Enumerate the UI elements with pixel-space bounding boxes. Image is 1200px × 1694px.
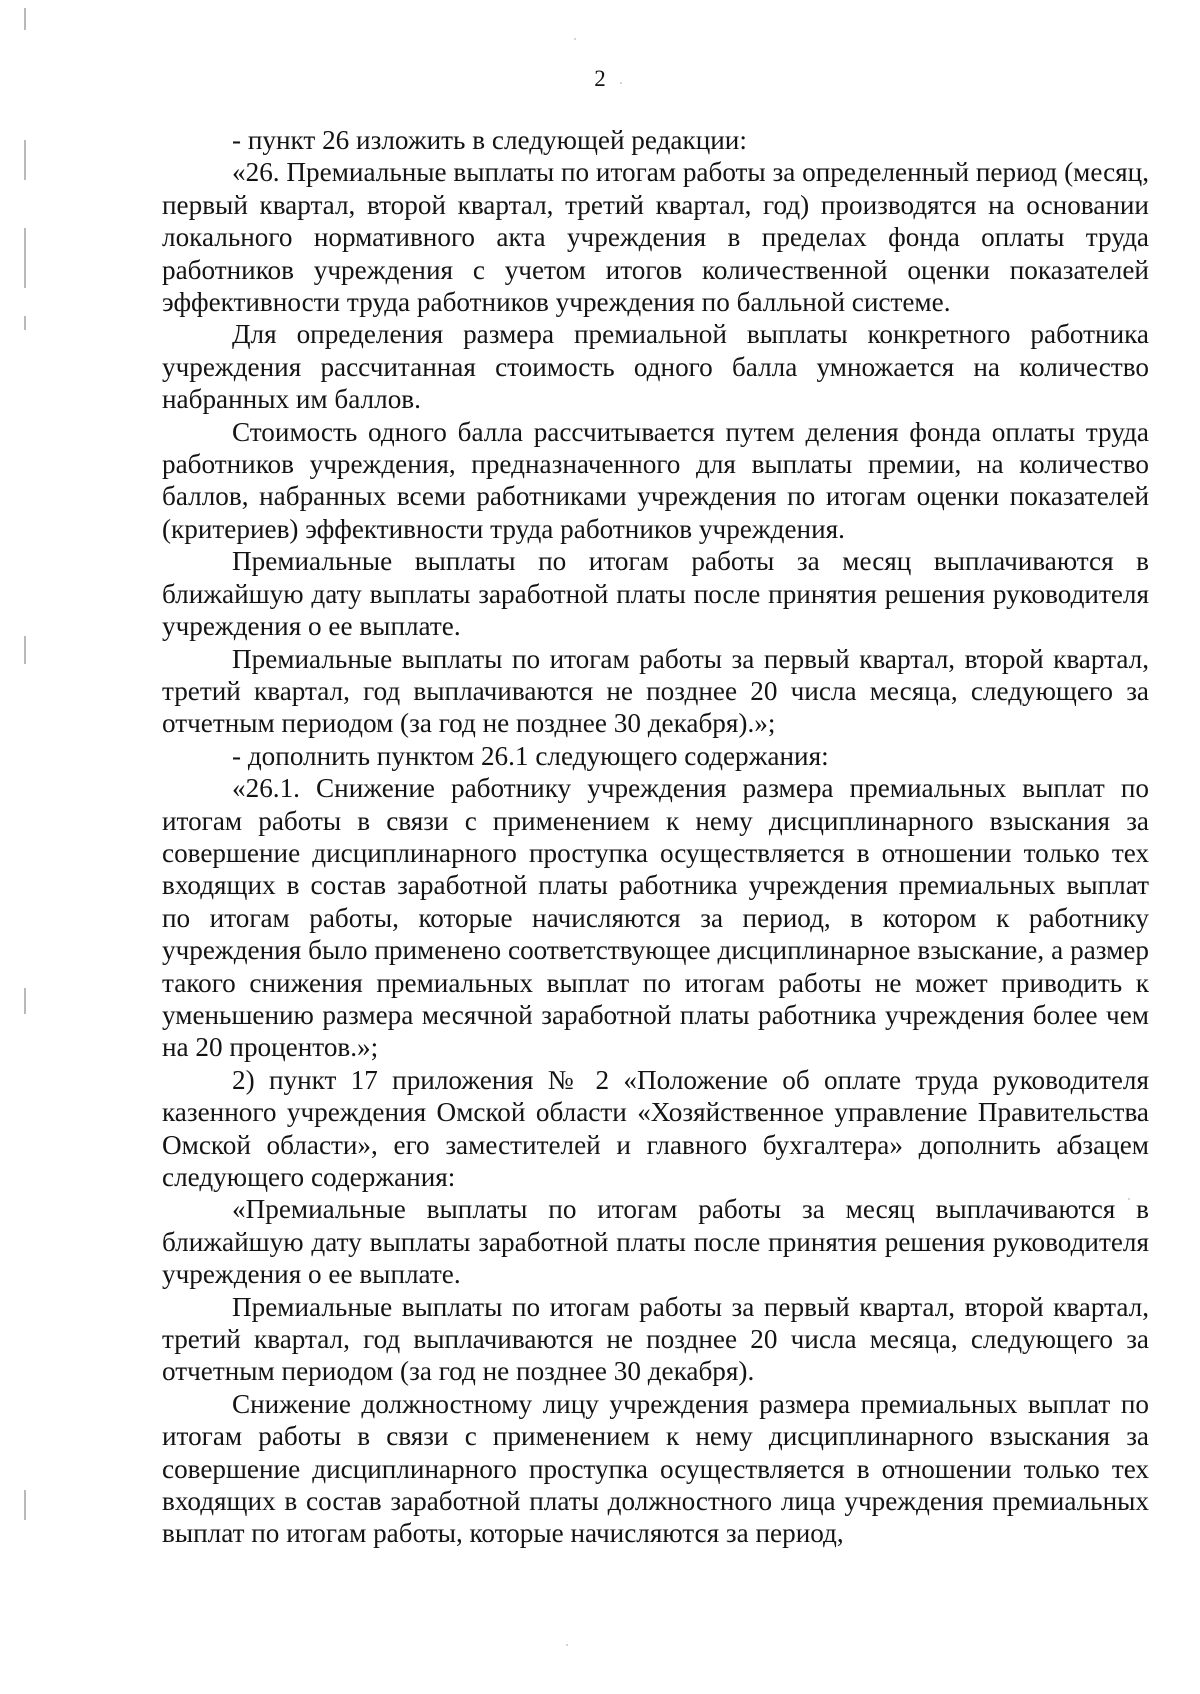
scan-artifact-line [24,1490,26,1520]
page-number: 2 [594,66,606,91]
scan-dust [574,38,576,40]
paragraph-appendix-quarterly-payment: Премиальные выплаты по итогам работы за первый квартал, второй квартал, третий квартал, год выплачиваются не позднее 20 числа месяца, следующего за отчетным периодом (за год не позднее 30 декабря). [162,1291,1149,1387]
paragraph-point-value: Стоимость одного балла рассчитывается путем деления фонда оплаты труда работников учреждения, предназначенного для выплаты премии, на количество баллов, набранных всеми работниками учреждения по итогам оценки показателей (критериев) эффективности труда работников учреждения. [162,416,1149,544]
document-body [162,124,1149,1550]
scan-artifact-line [24,988,26,1014]
paragraph-item-26-text: «26. Премиальные выплаты по итогам работы за определенный период (месяц, первый квартал, второй квартал, третий квартал, год) производятся на основании локального нормативного акта учреждения в пределах фонда оплаты труда работников учреждения с учетом итогов количественной оценки показателей эффективности труда работников учреждения по балльной системе. [162,157,1149,318]
paragraph-item-26-1-text: «26.1. Снижение работнику учреждения размера премиальных выплат по итогам работы в связи с применением к нему дисциплинарного взыскания за совершение дисциплинарного проступка осуществляется в отношении только тех входящих в состав заработной платы работника учреждения премиальных выплат по итогам работы, которые начисляются за период, в котором к работнику учреждения было применено соответствующее дисциплинарное взыскание, а размер такого снижения премиальных выплат по итогам работы не может приводить к уменьшению размера месячной заработной платы работника учреждения более чем на 20 процентов.»; [162,773,1149,1063]
scan-dust [566,1644,568,1646]
paragraph-appendix-reduction: Снижение должностному лицу учреждения размера премиальных выплат по итогам работы в связи с применением к нему дисциплинарного взыскания за совершение дисциплинарного проступка осуществляется в отношении только тех входящих в состав заработной платы должностного лица учреждения премиальных выплат по итогам работы, которые начисляются за период, [162,1388,1149,1549]
scan-artifact-line [24,8,26,30]
scan-artifact-line [24,636,26,664]
scan-artifact-line [24,140,26,180]
paragraph-bonus-calculation: Для определения размера премиальной выплаты конкретного работника учреждения рассчитанная стоимость одного балла умножается на количество набранных им баллов. [162,319,1149,415]
paragraph-monthly-payment: Премиальные выплаты по итогам работы за месяц выплачиваются в ближайшую дату выплаты заработной платы после принятия решения руководителя учреждения о ее выплате. [162,546,1149,642]
paragraph-quarterly-payment: Премиальные выплаты по итогам работы за первый квартал, второй квартал, третий квартал, год выплачиваются не позднее 20 числа месяца, следующего за отчетным периодом (за год не позднее 30 декабря).»; [162,643,1149,739]
paragraph-amend-item-26: - пункт 26 изложить в следующей редакции: [232,125,747,155]
paragraph-appendix-monthly-payment: «Премиальные выплаты по итогам работы за месяц выплачиваются в ближайшую дату выплаты заработной платы после принятия решения руководителя учреждения о ее выплате. [162,1194,1149,1290]
scan-artifact-line [24,228,26,288]
paragraph-amend-appendix-2: 2) пункт 17 приложения № 2 «Положение об оплате труда руководителя казенного учреждения Омской области «Хозяйственное управление Правительства Омской области», его заместителей и главного бухгалтера» дополнить абзацем следующего содержания: [162,1064,1149,1192]
scan-artifact-line [24,316,26,330]
paragraph-add-item-26-1: - дополнить пунктом 26.1 следующего содержания: [232,740,829,771]
